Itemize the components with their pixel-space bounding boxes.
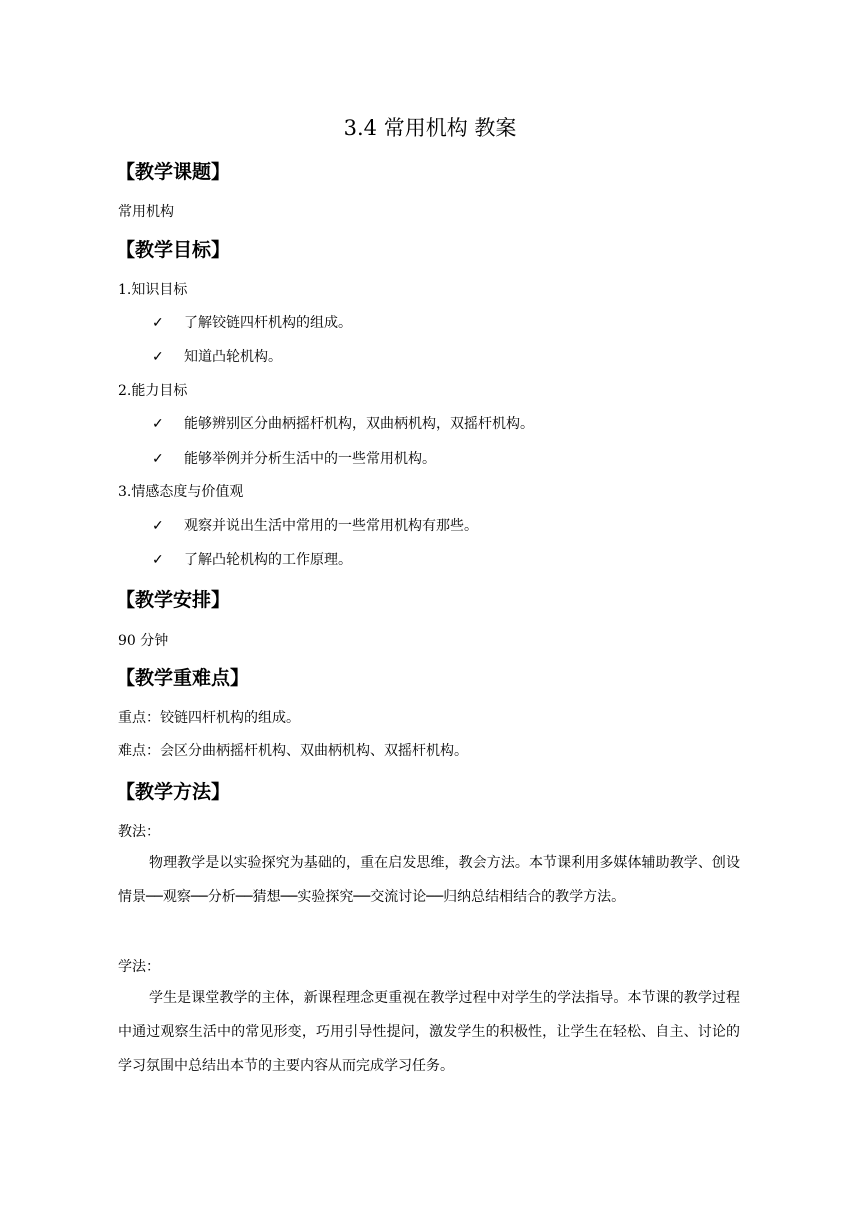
list-item: 知道凸轮机构。 <box>184 349 282 365</box>
learn-label: 学法： <box>118 959 160 975</box>
attitude-label: 3.情感态度与价值观 <box>118 484 244 500</box>
check-icon: ✓ <box>152 552 164 568</box>
difficult-point-text: 难点：会区分曲柄摇杆机构、双曲柄机构、双摇杆机构。 <box>118 743 468 759</box>
knowledge-label: 1.知识目标 <box>118 282 188 298</box>
heading-arrangement: 【教学安排】 <box>116 589 231 611</box>
heading-topic: 【教学课题】 <box>116 161 231 183</box>
check-icon: ✓ <box>152 451 164 467</box>
check-icon: ✓ <box>152 349 164 365</box>
page-title: 3.4 常用机构 教案 <box>343 116 517 140</box>
teach-label: 教法： <box>118 824 160 840</box>
topic-text: 常用机构 <box>118 204 174 220</box>
list-item: 了解凸轮机构的工作原理。 <box>184 552 352 568</box>
list-item: 了解铰链四杆机构的组成。 <box>184 315 352 331</box>
check-icon: ✓ <box>152 518 164 534</box>
heading-objectives: 【教学目标】 <box>116 239 231 261</box>
key-point-text: 重点：铰链四杆机构的组成。 <box>118 710 300 726</box>
ability-label: 2.能力目标 <box>118 383 188 399</box>
teach-paragraph: 物理教学是以实验探究为基础的，重在启发思维，教会方法。本节课利用多媒体辅助教学、创设情景──观察──分析──猜想──实验探究──交流讨论──归纳总结相结合的教学方法。 <box>118 855 740 905</box>
list-item: 能够辨别区分曲柄摇杆机构，双曲柄机构，双摇杆机构。 <box>184 416 534 432</box>
heading-methods: 【教学方法】 <box>116 781 231 803</box>
heading-keypoints: 【教学重难点】 <box>116 667 250 689</box>
list-item: 观察并说出生活中常用的一些常用机构有那些。 <box>184 518 478 534</box>
list-item: 能够举例并分析生活中的一些常用机构。 <box>184 451 436 467</box>
check-icon: ✓ <box>152 315 164 331</box>
check-icon: ✓ <box>152 416 164 432</box>
learn-paragraph: 学生是课堂教学的主体，新课程理念更重视在教学过程中对学生的学法指导。本节课的教学过程中通过观察生活中的常见形变，巧用引导性提问，激发学生的积极性，让学生在轻松、自主、讨论的学习氛围中总结出本节的主要内容从而完成学习任务。 <box>118 990 740 1074</box>
arrangement-text: 90 分钟 <box>118 633 169 649</box>
